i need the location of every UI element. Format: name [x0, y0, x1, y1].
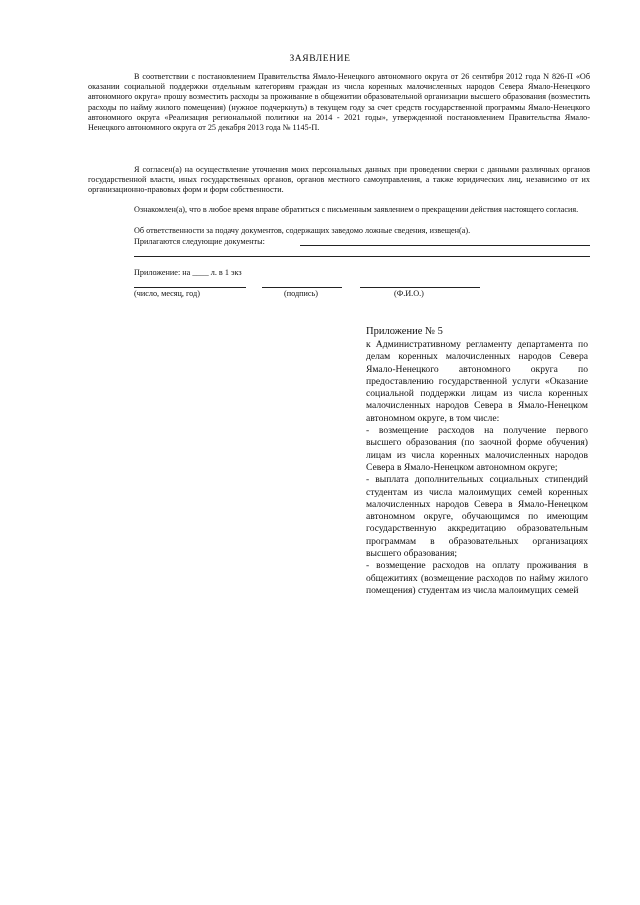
annex-item-3: - возмещение расходов на оплату проживания в общежитиях (возмещение расходов по найму жилого помещения) студентам из числа малоимущих семей: [366, 560, 588, 596]
liability-notice: Об ответственности за подачу документов, содержащих заведомо ложные сведения, извещен(а).: [134, 226, 471, 235]
appendix-line: Приложение: на ____ л. в 1 экз: [134, 268, 242, 277]
attached-docs-line-1: [300, 245, 590, 246]
signature-label: (подпись): [284, 289, 318, 298]
date-label: (число, месяц, год): [134, 289, 200, 298]
name-signature-line: [360, 287, 480, 288]
attached-documents-label: Прилагаются следующие документы:: [134, 237, 265, 246]
attached-docs-line-2: [134, 256, 590, 257]
annex-heading: Приложение № 5: [366, 326, 443, 337]
statement-paragraph-1: [88, 72, 590, 133]
statement-paragraph-3: [88, 205, 590, 215]
statement-title: ЗАЯВЛЕНИЕ: [289, 54, 351, 64]
paragraph-2-text: Я согласен(а) на осуществление уточнения моих персональных данных при проведении сверки с данными различных органов государственной власти, иных государственных органов, органов местного самоуправления, а также юридических лиц, независимо от их организационно-правовых форм и форм собственности.: [88, 165, 590, 195]
statement-paragraph-2: [88, 165, 590, 196]
annex-intro: к Административному регламенту департамента по делам коренных малочисленных народов Севера Ямало-Ненецкого автономного округа по предоставлению государственной услуги «Оказание социальной поддержки лицам из числа коренных малочисленных народов Севера в Ямало-Ненецком автономном округе, в том числе:: [366, 339, 588, 424]
signature-line: [262, 287, 342, 288]
annex-item-2: - выплата дополнительных социальных стипендий студентам из числа малоимущих семей коренных малочисленных народов Севера в Ямало-Ненецком автономном округе, обучающимся по имеющим государственную аккредитацию образовательным программам в образовательных организациях высшего образования;: [366, 474, 588, 560]
paragraph-3-text: Ознакомлен(а), что в любое время вправе обратиться с письменным заявлением о прекращении действия настоящего согласия.: [134, 205, 579, 214]
annex-item-1: - возмещение расходов на получение первого высшего образования (по заочной форме обучения) лицам из числа коренных малочисленных народов Севера в Ямало-Ненецком автономном округе;: [366, 425, 588, 473]
full-name-label: (Ф.И.О.): [394, 289, 424, 298]
annex-body: [366, 339, 588, 597]
paragraph-1-text: В соответствии с постановлением Правительства Ямало-Ненецкого автономного округа от 26 сентября 2012 года N 826-П «Об оказании социальной поддержки отдельным категориям граждан из числа коренных малочисленных народов Севера Ямало-Ненецкого автономного округа» прошу возместить расходы за проживание в общежитии образовательной организации высшего образования (возместить расходы по найму жилого помещения) (нужное подчеркнуть) в текущем году за счет средств государственной программы Ямало-Ненецкого автономного округа «Реализация региональной политики на 2014 - 2021 годы», утвержденной постановлением Правительства Ямало-Ненецкого автономного округа от 25 декабря 2013 года № 1145-П.: [88, 72, 590, 133]
date-signature-line: [134, 287, 246, 288]
